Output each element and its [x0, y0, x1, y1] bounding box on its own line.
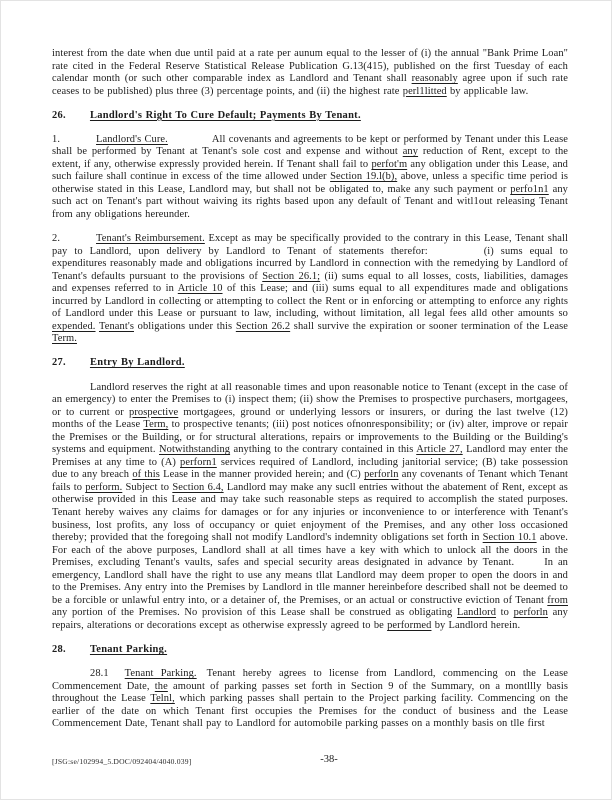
underlined-text: performed — [387, 619, 432, 631]
text-run: amount of parking passes set forth in Section 9 of the Summary, on a montllly basis throughout the Lease — [52, 680, 568, 705]
underlined-text: perforln — [513, 607, 548, 619]
text-run: Except as may be specifically provided to the contrary in this Lease, Tenant shall pay to Landlord, upon delivery by Landlord to Tenant of statements therefor: — [52, 233, 568, 257]
tab-space — [428, 253, 484, 254]
underlined-text: Telnl, — [150, 693, 175, 705]
underlined-text: Section 6.4, — [172, 481, 224, 493]
underlined-text: Landlord — [456, 607, 497, 619]
tab-space — [197, 675, 207, 676]
paragraph — [52, 668, 568, 731]
text-run: any obligation under this Lease, and such failure shall continue in excess of the time allowed under — [52, 158, 568, 183]
text-run: any covenants of Tenant which Tenant fails to — [52, 469, 569, 493]
tab-space — [66, 364, 90, 365]
text-run: Landlord may make any sucll entries without the abatement of Rent, except as otherwise provided in this Lease and may take such reasonable steps as required to accomplish the stated purposes. Tenant hereby waives any claims for damages or for any injuries or inconvenience to or interference with Tenant's business, lost profits, any loss of occupancy or quiet enjoyment of the Premises, and any other loss occasioned thereby; provided that the foregoing shall not modify Landlord's indemnity obligations set forth in — [52, 481, 568, 544]
underlined-text: Landlord's Cure. — [96, 133, 168, 145]
text-run: any such act on Tenant's part without waiving its rights based upon any default of Tenant and witl1out releasing Tenant from any obligations hereunder. — [52, 183, 568, 221]
text-run: 26. — [52, 109, 66, 121]
underlined-text: of this — [132, 469, 160, 481]
paragraph — [52, 382, 568, 633]
document-body — [52, 48, 568, 731]
underlined-text: Entry By Landlord. — [89, 357, 185, 369]
tab-space — [60, 240, 96, 241]
tab-space — [514, 564, 544, 565]
underlined-text: Landlord's Right To Cure Default; Payments By Tenant. — [89, 109, 361, 121]
underlined-text: perl1litted — [402, 85, 447, 97]
text-run: (i) sums equal to expenditures reasonably made and obligations incurred by Landlord in connection with the remedying by Landlord of Tenant's defaults pursuant to the provisions of — [52, 245, 569, 282]
text-run: agree upon if such rate ceases to be published) plus three (3) percentage points, and (ii) the highest rate — [52, 73, 568, 97]
tab-space — [66, 651, 90, 652]
underlined-text: Notwithstanding — [159, 444, 231, 456]
tab-space — [109, 675, 125, 676]
text-run: which parking passes shall pertain to the Project parking facility. Commencing on the earlier of the date on which Tenant first occupies the Premises for the conduct of business and the Lease Commencement Date, Tenant shall pay to Landlord for automobile parking passes on a monthly basis on tlle first — [52, 693, 568, 730]
underlined-text: perfo1n1 — [510, 183, 549, 195]
text-run: by Landlord herein. — [431, 619, 521, 631]
text-run: above. For each of the above purposes, Landlord shall at all times have a key with which to unlock all the doors in the Premises, excluding Tenant's vaults, safes and special security areas designated in advance by Tenant. — [52, 532, 568, 569]
text-run: obligations under this — [133, 320, 236, 332]
text-run: to — [496, 607, 514, 619]
text-run: anything to the contrary contained in this — [230, 444, 417, 456]
tab-space — [168, 141, 212, 142]
text-run: to prospective tenants; (iii) post notices ofnonresponsibility; or (iv) alter, improve or repair the Premises or the Building, or for structural alterations, repairs or improvements to the Building or the Building's systems and equipment. — [52, 419, 568, 456]
underlined-text: any — [402, 146, 419, 158]
tab-space — [60, 141, 96, 142]
text-run: Lease in the manner provided herein; and (C) — [159, 469, 365, 481]
page-number: -38- — [320, 754, 338, 765]
text-run: 2. — [52, 233, 61, 245]
text-run: (ii) sums equal to all losses, costs, liabilities, damages and expenses referred to in — [52, 270, 568, 295]
text-run: shall survive the expiration or sooner termination of the Lease — [290, 320, 568, 332]
underlined-text: prospective — [129, 406, 179, 418]
underlined-text: Section 10.1 — [482, 532, 537, 544]
text-run: Tenant hereby agrees to license from Landlord, commencing on the Lease Commencement Date, — [52, 668, 568, 692]
text-run: any portion of the Premises. No provision of this Lease shall be construed as obligating — [52, 607, 457, 619]
underlined-text: Tenant Parking. — [89, 643, 168, 655]
underlined-text: expended. — [52, 320, 96, 332]
text-run: All covenants and agreements to be kept or performed by Tenant under this Lease shall be performed by Tenant at Tenant's sole cost and expense and without — [52, 133, 568, 158]
text-run: above, unless a specific time period is otherwise stated in this Lease, Landlord may, but shall not be obligated to, make any such payment or — [52, 171, 568, 195]
text-run: Landlord reserves the right at all reasonable times and upon reasonable notice to Tenant (except in the case of an emergency) to enter the Premises to (i) inspect them; (ii) show the Premises to prospective purchasers, mortgagees, or to current or — [52, 381, 568, 418]
text-run: interest from the date when due until paid at a rate per aunum equal to the lesser of (i) the annual "Bank Prime Loan" rate cited in the Federal Reserve Statistical Release Publication G.13(415), published on the first Tuesday of each calendar month (or such other comparable index as Landlord and Tenant shall — [52, 48, 568, 85]
text-run: Subject to — [122, 481, 173, 493]
text-run: of this Lease; and (iii) sums equal to all expenditures made and obligations incurred by Landlord in collecting or attempting to collect the Rent or in enforcing or attempting to enforce any rights of Landlord under this Lease or pursuant to law, including, without limitation, all legal fees alld other amounts so — [52, 283, 569, 320]
text-run: Landlord may enter the Premises at any time to (A) — [52, 444, 569, 468]
underlined-text: Section 26.1; — [262, 270, 321, 282]
paragraph — [52, 48, 568, 98]
underlined-text: Tenant Parking. — [124, 668, 197, 680]
text-run: 1. — [52, 133, 61, 145]
text-run: any repairs, alterations or decorations except as otherwise expressly agreed to be — [52, 607, 568, 631]
text-run: In an emergency, Landlord shall have the right to use any means tllat Landlord may deem proper to open the doors in and to the Premises. Any entry into the Premises by Landlord in tlle manner hereinbefore described shall not be deemed to be a forcible or unlawful entry into, or a detainer of, the Premises, or an actual or constructive eviction of Tenant — [52, 557, 569, 606]
paragraph — [52, 134, 568, 222]
paragraph — [52, 233, 568, 346]
underlined-text: Section 26.2 — [235, 320, 291, 332]
underlined-text: Article 10 — [177, 283, 223, 295]
underlined-text: Term, — [143, 419, 169, 431]
section-heading — [52, 644, 568, 657]
text-run: mortgagees, ground or underlying lessors or insurers, or during the last twelve (12) months of the Lease — [52, 406, 568, 431]
section-heading — [52, 110, 568, 123]
underlined-text: perform. — [85, 481, 123, 493]
underlined-text: reasonably — [411, 73, 458, 85]
underlined-text: the — [154, 680, 168, 692]
text-run: 27. — [52, 357, 66, 369]
underlined-text: Term. — [52, 333, 77, 345]
underlined-text: perfot'm — [371, 158, 408, 170]
text-run: by applicable law. — [446, 85, 529, 97]
section-heading — [52, 357, 568, 370]
underlined-text: from — [547, 594, 568, 606]
text-run: services required of Landlord, including janitorial service; (B) take possession due to any breach — [52, 456, 569, 481]
underlined-text: perforn1 — [180, 456, 217, 468]
text-run: 28.1 — [90, 668, 109, 680]
underlined-text: perforln — [364, 469, 399, 481]
underlined-text: Section 19.l(b), — [330, 171, 398, 183]
underlined-text: Tenant's Reimbursement. — [96, 233, 205, 245]
text-run: reduction of Rent, except to the extent, if any, otherwise expressly provided herein. If Tenant shall fail to — [52, 146, 569, 170]
page-footer — [52, 754, 568, 770]
underlined-text: Article 27, — [416, 444, 463, 456]
tab-space — [66, 117, 90, 118]
text-run: 28. — [52, 643, 66, 655]
underlined-text: Tenant's — [98, 320, 134, 332]
footer-doc-id: [JSG:se/102994_5.DOC/092404/4040.039] — [52, 757, 192, 766]
